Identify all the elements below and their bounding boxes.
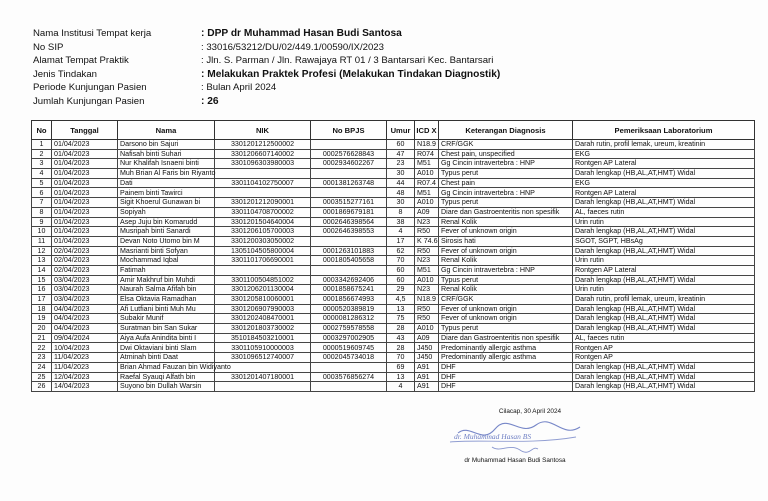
- count-label: Jumlah Kunjungan Pasien: [33, 95, 145, 107]
- cell-nik: 3301101706690001: [215, 256, 311, 266]
- cell-name: Dati: [118, 178, 215, 188]
- cell-date: 01/04/2023: [52, 236, 118, 246]
- header-icd: ICD X: [415, 121, 439, 140]
- cell-age: 47: [387, 149, 415, 159]
- cell-nik: 3301206105700003: [215, 227, 311, 237]
- cell-nik: 3301096512740007: [215, 353, 311, 363]
- cell-date: 01/04/2023: [52, 178, 118, 188]
- cell-nik: [215, 188, 311, 198]
- header-row-sip: [33, 41, 500, 55]
- cell-age: 30: [387, 198, 415, 208]
- cell-diagnosis: Fever of unknown origin: [439, 246, 573, 256]
- cell-name: Afi Lutfiani binti Muh Mu: [118, 304, 215, 314]
- cell-no: 11: [32, 236, 52, 246]
- cell-age: 60: [387, 275, 415, 285]
- cell-no: 4: [32, 169, 52, 179]
- cell-age: 28: [387, 343, 415, 353]
- table-row: [32, 295, 755, 305]
- cell-lab: Urin rutin: [573, 285, 755, 295]
- document-header: [33, 27, 500, 108]
- table-row: [32, 227, 755, 237]
- cell-nik: 1305104505800004: [215, 246, 311, 256]
- cell-diagnosis: DHF: [439, 382, 573, 392]
- sip-value: : 33016/53212/DU/02/449.1/00590/IX/2023: [201, 41, 384, 53]
- table-row: [32, 314, 755, 324]
- cell-date: 03/04/2023: [52, 295, 118, 305]
- cell-nik: 3301104102750007: [215, 178, 311, 188]
- cell-no: 21: [32, 333, 52, 343]
- cell-lab: Urin rutin: [573, 217, 755, 227]
- cell-name: Painem binti Tawirci: [118, 188, 215, 198]
- cell-icd: N23: [415, 256, 439, 266]
- cell-icd: A09: [415, 207, 439, 217]
- cell-no: 10: [32, 227, 52, 237]
- table-row: [32, 149, 755, 159]
- cell-age: 38: [387, 217, 415, 227]
- cell-bpjs: [311, 188, 387, 198]
- cell-date: 04/04/2023: [52, 324, 118, 334]
- cell-age: 62: [387, 246, 415, 256]
- action-label: Jenis Tindakan: [33, 68, 97, 80]
- table-row: [32, 304, 755, 314]
- cell-date: 01/04/2023: [52, 217, 118, 227]
- table-row: [32, 353, 755, 363]
- cell-lab: Darah lengkap (HB,AL,AT,HMT) Widal: [573, 169, 755, 179]
- cell-date: 02/04/2023: [52, 265, 118, 275]
- cell-nik: 3301105910000003: [215, 343, 311, 353]
- cell-bpjs: [311, 140, 387, 150]
- cell-age: 4: [387, 382, 415, 392]
- cell-no: 20: [32, 324, 52, 334]
- header-row-action: [33, 68, 500, 82]
- cell-date: 01/04/2023: [52, 207, 118, 217]
- address-label: Alamat Tempat Praktik: [33, 55, 129, 67]
- cell-lab: Rontgen AP: [573, 353, 755, 363]
- table-body: [32, 140, 755, 392]
- cell-lab: EKG: [573, 149, 755, 159]
- cell-no: 23: [32, 353, 52, 363]
- cell-age: 13: [387, 304, 415, 314]
- cell-icd: A91: [415, 362, 439, 372]
- cell-diagnosis: Chest pain, unspecified: [439, 149, 573, 159]
- header-lab: Pemeriksaan Laboratorium: [573, 121, 755, 140]
- table-row: [32, 198, 755, 208]
- cell-icd: R07.4: [415, 178, 439, 188]
- cell-diagnosis: Renal Kolik: [439, 285, 573, 295]
- cell-icd: A010: [415, 198, 439, 208]
- cell-date: 12/04/2023: [52, 372, 118, 382]
- cell-date: 01/04/2023: [52, 227, 118, 237]
- period-value: : Bulan April 2024: [201, 82, 277, 94]
- cell-age: 13: [387, 372, 415, 382]
- cell-date: 01/04/2023: [52, 198, 118, 208]
- cell-nik: 3301201803730002: [215, 324, 311, 334]
- table-row: [32, 333, 755, 343]
- cell-diagnosis: Typus perut: [439, 198, 573, 208]
- table-row: [32, 236, 755, 246]
- cell-icd: A09: [415, 333, 439, 343]
- cell-diagnosis: DHF: [439, 372, 573, 382]
- cell-icd: M51: [415, 159, 439, 169]
- cell-lab: Darah rutin, profil lemak, ureum, kreatinin: [573, 140, 755, 150]
- signature-name: dr Muhammad Hasan Budi Santosa: [464, 457, 566, 464]
- cell-lab: Darah rutin, profil lemak, ureum, kreatinin: [573, 295, 755, 305]
- cell-bpjs: 0002646398564: [311, 217, 387, 227]
- cell-lab: SGOT, SGPT, HBsAg: [573, 236, 755, 246]
- cell-name: Masrianti binti Sofyan: [118, 246, 215, 256]
- cell-no: 17: [32, 295, 52, 305]
- cell-diagnosis: Renal Kolik: [439, 217, 573, 227]
- cell-date: 11/04/2023: [52, 362, 118, 372]
- cell-name: Mochammad Iqbal: [118, 256, 215, 266]
- table-row: [32, 324, 755, 334]
- cell-bpjs: 0002934602267: [311, 159, 387, 169]
- cell-bpjs: 0001869679181: [311, 207, 387, 217]
- table-row: [32, 178, 755, 188]
- action-value: : Melakukan Praktek Profesi (Melakukan Tindakan Diagnostik): [201, 68, 501, 80]
- cell-icd: N18.9: [415, 295, 439, 305]
- cell-icd: R50: [415, 227, 439, 237]
- cell-icd: R50: [415, 304, 439, 314]
- cell-diagnosis: CRF/GGK: [439, 295, 573, 305]
- header-row-period: [33, 81, 500, 95]
- cell-no: 7: [32, 198, 52, 208]
- cell-no: 22: [32, 343, 52, 353]
- cell-bpjs: 0001263101883: [311, 246, 387, 256]
- cell-name: Darsono bin Sajuri: [118, 140, 215, 150]
- cell-no: 6: [32, 188, 52, 198]
- cell-name: Elsa Oktavia Ramadhan: [118, 295, 215, 305]
- cell-nik: 3301104708700002: [215, 207, 311, 217]
- cell-diagnosis: Gg Cincin intravertebra : HNP: [439, 188, 573, 198]
- cell-bpjs: 0003342692406: [311, 275, 387, 285]
- signature-place-date: Cilacap, 30 April 2024: [498, 408, 562, 415]
- cell-age: 70: [387, 353, 415, 363]
- cell-name: Amir Makhruf bin Muhdi: [118, 275, 215, 285]
- cell-nik: 3301100504851002: [215, 275, 311, 285]
- cell-bpjs: 0003297002905: [311, 333, 387, 343]
- cell-diagnosis: Chest pain: [439, 178, 573, 188]
- cell-name: Subakir Munif: [118, 314, 215, 324]
- cell-name: Suyono bin Dullah Warsin: [118, 382, 215, 392]
- cell-no: 12: [32, 246, 52, 256]
- cell-age: 43: [387, 333, 415, 343]
- cell-age: 69: [387, 362, 415, 372]
- table-row: [32, 275, 755, 285]
- cell-name: Dwi Oktaviani binti Slam: [118, 343, 215, 353]
- cell-bpjs: 0002045734018: [311, 353, 387, 363]
- cell-diagnosis: Diare dan Gastroenteritis non spesifik: [439, 207, 573, 217]
- cell-bpjs: [311, 169, 387, 179]
- cell-diagnosis: Sirosis hati: [439, 236, 573, 246]
- cell-icd: R50: [415, 246, 439, 256]
- cell-nik: [215, 265, 311, 275]
- period-label: Periode Kunjungan Pasien: [33, 82, 147, 94]
- cell-name: Devan Noto Utomo bin M: [118, 236, 215, 246]
- cell-age: 23: [387, 159, 415, 169]
- cell-no: 25: [32, 372, 52, 382]
- cell-icd: A010: [415, 169, 439, 179]
- cell-diagnosis: Predominantly allergic asthma: [439, 353, 573, 363]
- cell-no: 18: [32, 304, 52, 314]
- cell-lab: EKG: [573, 178, 755, 188]
- cell-lab: Rontgen AP: [573, 343, 755, 353]
- header-row-address: [33, 54, 500, 68]
- cell-icd: R074: [415, 149, 439, 159]
- cell-age: 70: [387, 256, 415, 266]
- header-age: Umur: [387, 121, 415, 140]
- cell-icd: A91: [415, 372, 439, 382]
- cell-age: 30: [387, 169, 415, 179]
- cell-date: 02/04/2023: [52, 246, 118, 256]
- cell-bpjs: 0000081286312: [311, 314, 387, 324]
- table-row: [32, 265, 755, 275]
- cell-lab: AL, faeces rutin: [573, 333, 755, 343]
- cell-icd: J450: [415, 343, 439, 353]
- cell-icd: R50: [415, 314, 439, 324]
- cell-name: Muh Brian Al Faris bin Riyanto: [118, 169, 215, 179]
- cell-date: 01/04/2023: [52, 159, 118, 169]
- cell-date: 01/04/2023: [52, 188, 118, 198]
- cell-date: 01/04/2023: [52, 169, 118, 179]
- count-value: : 26: [201, 95, 219, 107]
- cell-icd: K 74.6: [415, 236, 439, 246]
- table-row: [32, 382, 755, 392]
- cell-diagnosis: Typus perut: [439, 324, 573, 334]
- cell-lab: AL, faeces rutin: [573, 207, 755, 217]
- table-row: [32, 285, 755, 295]
- cell-lab: Darah lengkap (HB,AL,AT,HMT) Widal: [573, 198, 755, 208]
- cell-age: 28: [387, 324, 415, 334]
- cell-lab: Darah lengkap (HB,AL,AT,HMT) Widal: [573, 227, 755, 237]
- cell-age: 48: [387, 188, 415, 198]
- cell-date: 01/04/2023: [52, 140, 118, 150]
- cell-name: Nur Khalifah Isnaeni binti: [118, 159, 215, 169]
- cell-icd: N18.9: [415, 140, 439, 150]
- table-row: [32, 159, 755, 169]
- table-row: [32, 256, 755, 266]
- header-no: No: [32, 121, 52, 140]
- cell-age: 4,5: [387, 295, 415, 305]
- cell-date: 01/04/2023: [52, 149, 118, 159]
- cell-bpjs: [311, 236, 387, 246]
- cell-bpjs: 0003515277161: [311, 198, 387, 208]
- cell-diagnosis: Renal Kolik: [439, 256, 573, 266]
- cell-name: Naurah Salma Afifah bin: [118, 285, 215, 295]
- cell-nik: 3301206907990003: [215, 304, 311, 314]
- cell-no: 1: [32, 140, 52, 150]
- cell-icd: M51: [415, 188, 439, 198]
- header-nik: NIK: [215, 121, 311, 140]
- table-row: [32, 188, 755, 198]
- table-row: [32, 246, 755, 256]
- cell-icd: A010: [415, 324, 439, 334]
- cell-date: 11/04/2023: [52, 353, 118, 363]
- cell-bpjs: 0001805405658: [311, 256, 387, 266]
- cell-lab: Darah lengkap (HB,AL,AT,HMT) Widal: [573, 246, 755, 256]
- cell-age: 8: [387, 207, 415, 217]
- cell-date: 04/04/2023: [52, 314, 118, 324]
- cell-diagnosis: Gg Cincin intravertebra : HNP: [439, 265, 573, 275]
- cell-age: 17: [387, 236, 415, 246]
- cell-date: 14/04/2023: [52, 382, 118, 392]
- cell-nik: 3301201407180001: [215, 372, 311, 382]
- header-date: Tanggal: [52, 121, 118, 140]
- cell-icd: N23: [415, 285, 439, 295]
- cell-name: Asep Juju bin Komarudd: [118, 217, 215, 227]
- cell-no: 16: [32, 285, 52, 295]
- signature-stamp: [420, 415, 610, 457]
- sip-label: No SIP: [33, 41, 64, 53]
- cell-nik: 3301096303980003: [215, 159, 311, 169]
- cell-lab: Rontgen AP Lateral: [573, 188, 755, 198]
- header-diagnosis: Keterangan Diagnosis: [439, 121, 573, 140]
- table-row: [32, 169, 755, 179]
- header-bpjs: No BPJS: [311, 121, 387, 140]
- cell-bpjs: [311, 265, 387, 275]
- cell-date: 03/04/2023: [52, 285, 118, 295]
- cell-name: Sopiyah: [118, 207, 215, 217]
- cell-lab: Darah lengkap (HB,AL,AT,HMT) Widal: [573, 362, 755, 372]
- cell-name: Aiya Aufa Anindita binti I: [118, 333, 215, 343]
- cell-bpjs: 0001381263748: [311, 178, 387, 188]
- cell-no: 26: [32, 382, 52, 392]
- cell-date: 02/04/2023: [52, 256, 118, 266]
- cell-no: 19: [32, 314, 52, 324]
- cell-no: 9: [32, 217, 52, 227]
- cell-icd: N23: [415, 217, 439, 227]
- cell-icd: A91: [415, 382, 439, 392]
- cell-name: Musripah binti Sanardi: [118, 227, 215, 237]
- cell-nik: 3510184503210001: [215, 333, 311, 343]
- cell-name: Suratman bin San Sukar: [118, 324, 215, 334]
- cell-bpjs: 0001856674993: [311, 295, 387, 305]
- cell-diagnosis: Typus perut: [439, 275, 573, 285]
- cell-no: 14: [32, 265, 52, 275]
- address-value: : Jln. S. Parman / Jln. Rawajaya RT 01 / 3 Bantarsari Kec. Bantarsari: [201, 55, 494, 67]
- cell-lab: Darah lengkap (HB,AL,AT,HMT) Widal: [573, 382, 755, 392]
- cell-diagnosis: Fever of unknown origin: [439, 227, 573, 237]
- cell-diagnosis: Predominantly allergic asthma: [439, 343, 573, 353]
- cell-bpjs: 0000519609745: [311, 343, 387, 353]
- cell-lab: Darah lengkap (HB,AL,AT,HMT) Widal: [573, 324, 755, 334]
- cell-age: 44: [387, 178, 415, 188]
- cell-icd: J450: [415, 353, 439, 363]
- cell-lab: Darah lengkap (HB,AL,AT,HMT) Widal: [573, 314, 755, 324]
- cell-diagnosis: CRF/GGK: [439, 140, 573, 150]
- cell-name: Atminah binti Daat: [118, 353, 215, 363]
- cell-no: 13: [32, 256, 52, 266]
- cell-bpjs: [311, 382, 387, 392]
- cell-diagnosis: Gg Cincin intravertebra : HNP: [439, 159, 573, 169]
- cell-name: Raefal Syauqi Alfath bin: [118, 372, 215, 382]
- table-row: [32, 207, 755, 217]
- table-row: [32, 140, 755, 150]
- cell-icd: A010: [415, 275, 439, 285]
- header-name: Nama: [118, 121, 215, 140]
- cell-date: 03/04/2023: [52, 275, 118, 285]
- cell-nik: 3301200303050002: [215, 236, 311, 246]
- institution-label: Nama Institusi Tempat kerja: [33, 28, 152, 40]
- cell-lab: Darah lengkap (HB,AL,AT,HMT) Widal: [573, 372, 755, 382]
- cell-date: 10/04/2023: [52, 343, 118, 353]
- cell-bpjs: 0003576856274: [311, 372, 387, 382]
- cell-name: Sigit Khoerul Gunawan bi: [118, 198, 215, 208]
- cell-no: 5: [32, 178, 52, 188]
- cell-age: 4: [387, 227, 415, 237]
- signature-block: [420, 408, 610, 464]
- cell-no: 24: [32, 362, 52, 372]
- table-row: [32, 362, 755, 372]
- cell-diagnosis: Diare dan Gastroenteritis non spesifik: [439, 333, 573, 343]
- signature-scribble-icon: [440, 415, 590, 457]
- cell-no: 8: [32, 207, 52, 217]
- cell-name: Brian Ahmad Fauzan bin Widiyanto: [118, 362, 215, 372]
- cell-no: 15: [32, 275, 52, 285]
- header-row-count: [33, 95, 500, 109]
- cell-nik: 3301202408470001: [215, 314, 311, 324]
- cell-lab: Rontgen AP Lateral: [573, 159, 755, 169]
- cell-diagnosis: Fever of unknown origin: [439, 314, 573, 324]
- cell-nik: 3301205810060001: [215, 295, 311, 305]
- cell-date: 09/04/2024: [52, 333, 118, 343]
- cell-bpjs: 0000520389819: [311, 304, 387, 314]
- cell-nik: 3301201212500002: [215, 140, 311, 150]
- institution-value: : DPP dr Muhammad Hasan Budi Santosa: [201, 28, 402, 40]
- cell-age: 60: [387, 140, 415, 150]
- cell-nik: [215, 382, 311, 392]
- cell-icd: M51: [415, 265, 439, 275]
- cell-nik: 3301206607140002: [215, 149, 311, 159]
- cell-diagnosis: Typus perut: [439, 169, 573, 179]
- cell-diagnosis: DHF: [439, 362, 573, 372]
- cell-lab: Rontgen AP Lateral: [573, 265, 755, 275]
- cell-nik: [215, 169, 311, 179]
- cell-age: 60: [387, 265, 415, 275]
- table-row: [32, 217, 755, 227]
- cell-nik: 3301201212090001: [215, 198, 311, 208]
- cell-bpjs: 0002759578558: [311, 324, 387, 334]
- stamp-text: dr. Muhammad Hasan BS: [454, 432, 532, 441]
- cell-bpjs: [311, 362, 387, 372]
- cell-diagnosis: Fever of unknown origin: [439, 304, 573, 314]
- cell-nik: 3301201504640004: [215, 217, 311, 227]
- cell-age: 29: [387, 285, 415, 295]
- cell-name: Fatimah: [118, 265, 215, 275]
- cell-bpjs: 0002646398553: [311, 227, 387, 237]
- cell-lab: Darah lengkap (HB,AL,AT,HMT) Widal: [573, 275, 755, 285]
- header-row-institution: [33, 27, 500, 41]
- patient-visit-table: [31, 120, 755, 392]
- cell-no: 3: [32, 159, 52, 169]
- cell-name: Nafisah binti Suhari: [118, 149, 215, 159]
- cell-age: 75: [387, 314, 415, 324]
- cell-bpjs: 0002576628843: [311, 149, 387, 159]
- cell-lab: Urin rutin: [573, 256, 755, 266]
- cell-no: 2: [32, 149, 52, 159]
- cell-nik: 3301206201130004: [215, 285, 311, 295]
- cell-lab: Darah lengkap (HB,AL,AT,HMT) Widal: [573, 304, 755, 314]
- cell-date: 04/04/2023: [52, 304, 118, 314]
- cell-bpjs: 0001858675241: [311, 285, 387, 295]
- table-header-row: [32, 121, 755, 140]
- table-row: [32, 343, 755, 353]
- table-row: [32, 372, 755, 382]
